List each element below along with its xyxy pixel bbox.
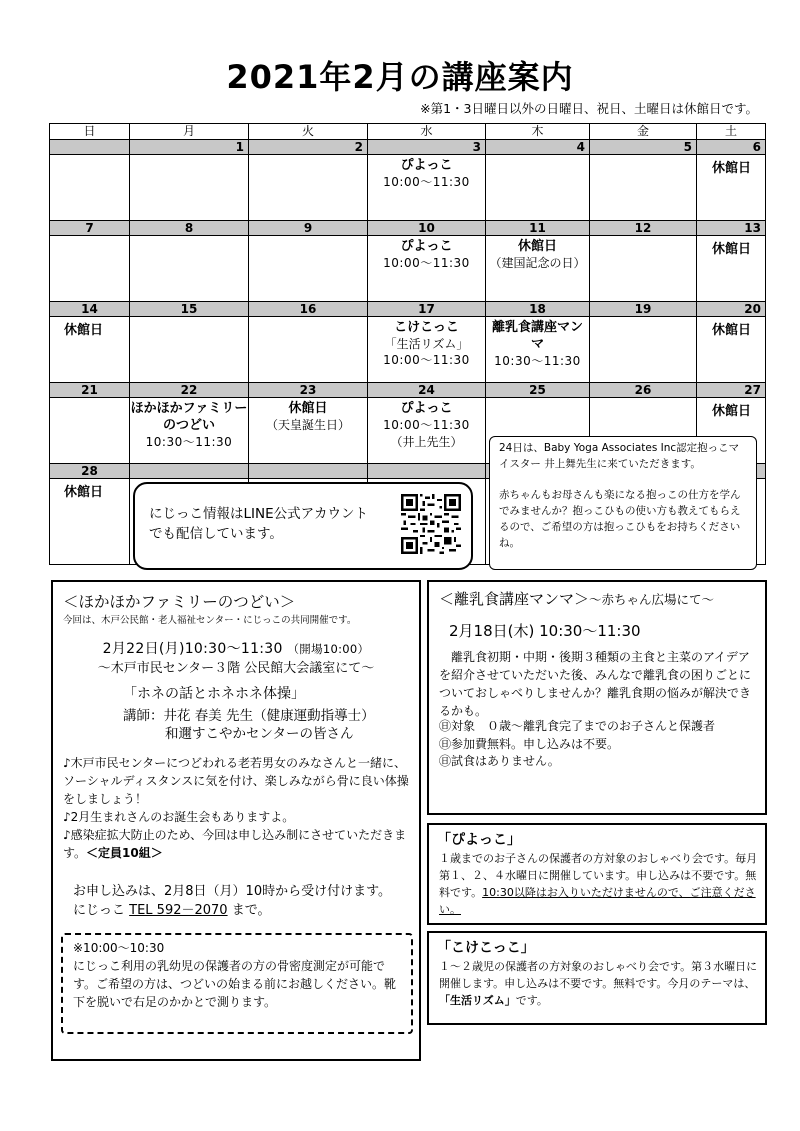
manma-heading xyxy=(439,588,714,609)
kokekokko-heading: 「こけこっこ」 xyxy=(437,940,535,956)
closed-label: 休館日 xyxy=(288,401,328,416)
date-cell: 8 xyxy=(130,221,249,236)
date-cell: 15 xyxy=(130,302,249,317)
event-title xyxy=(130,400,248,434)
event-time: 10:00～11:30 xyxy=(383,256,470,270)
hokahoka-teachers xyxy=(123,707,375,743)
closed-label: 休館日 xyxy=(517,239,557,254)
day-cell xyxy=(130,155,249,221)
hokahoka-desc-3 xyxy=(63,826,413,862)
callout-paragraph-2: 赤ちゃんもお母さんも楽になる抱っこの仕方を学んでみませんか？抱っこひもの使い方も教えてもらえるので、ご希望の方は抱っこひもをお持ちくださいね。 xyxy=(499,489,741,549)
manma-panel xyxy=(427,580,767,815)
closed-label: 休館日 xyxy=(711,404,751,419)
date-cell xyxy=(50,140,130,155)
date-cell: 13 xyxy=(697,221,766,236)
bone-density-note xyxy=(61,933,413,1034)
manma-items xyxy=(439,718,755,771)
callout-paragraph-1: 24日は、Baby Yoga Associates Inc認定抱っこマイスター 井上舞先生に来ていただきます。 xyxy=(499,442,740,470)
event-time: 10:00～11:30 xyxy=(383,353,470,367)
week-3-dates xyxy=(50,302,766,317)
kokekokko-body xyxy=(439,958,759,1009)
hokahoka-datetime-main: 2月22日(月)10:30～11:30 xyxy=(102,641,283,657)
date-cell: 9 xyxy=(249,221,368,236)
date-cell: 14 xyxy=(50,302,130,317)
manma-item-3-text: 試食はありません。 xyxy=(451,754,560,768)
date-cell: 5 xyxy=(590,140,697,155)
bone-density-desc: にじっこ利用の乳幼児の保護者の方の骨密度測定が可能です。ご希望の方は、つどいの始まる前にお越しください。靴下を脱いで右足のかかとで測ります。 xyxy=(73,959,397,1009)
event-title: こけこっこ xyxy=(394,320,459,335)
manma-item-1 xyxy=(439,718,755,736)
bone-density-note-text xyxy=(73,939,403,1011)
kokekokko-body-main: １～２歳児の保護者の方対象のおしゃべり会です。第３水曜日に開催します。申し込みは不要です。無料です。今月のテーマは、 xyxy=(439,960,758,990)
date-cell: 7 xyxy=(50,221,130,236)
manma-item-3-icon: ㊐ xyxy=(439,754,452,768)
day-cell xyxy=(249,155,368,221)
weekday-sat: 土 xyxy=(697,124,766,140)
date-cell: 21 xyxy=(50,383,130,398)
hokahoka-panel xyxy=(51,580,421,1061)
date-cell: 1 xyxy=(130,140,249,155)
manma-heading-sub: ～赤ちゃん広場にて～ xyxy=(589,592,715,607)
line-announcement-text xyxy=(149,504,368,544)
manma-item-3 xyxy=(439,753,755,771)
date-cell: 4 xyxy=(486,140,590,155)
day-cell xyxy=(50,317,130,383)
bone-density-time: ※10:00～10:30 xyxy=(73,941,165,955)
date-cell xyxy=(249,464,368,479)
event-title-line1: ほかほかファミリー xyxy=(130,401,248,416)
event-title: 離乳食講座マンマ xyxy=(491,320,583,352)
manma-body: 離乳食初期・中期・後期３種類の主食と主菜のアイデアを紹介させていただいた後、みんなで離乳食の困りごとについておしゃべりしませんか？離乳食期の悩みが解決できるかも。 xyxy=(439,650,752,718)
weekday-tue: 火 xyxy=(249,124,368,140)
day-cell xyxy=(486,317,590,383)
date-cell: 10 xyxy=(368,221,486,236)
day-cell xyxy=(697,236,766,302)
hokahoka-venue: ～木戸市民センター３階 公民館大会議室にて～ xyxy=(97,661,375,676)
event-title: ぴよっこ xyxy=(400,239,453,254)
event-time: 10:00～11:30 xyxy=(383,418,470,432)
date-cell: 22 xyxy=(130,383,249,398)
piyokko-body-warning: 10:30以降はお入りいただけませんので、ご注意ください。 xyxy=(439,886,756,916)
hokahoka-apply xyxy=(73,882,413,920)
day-cell xyxy=(50,236,130,302)
day-cell xyxy=(368,236,486,302)
date-cell: 6 xyxy=(697,140,766,155)
day-cell xyxy=(130,317,249,383)
hokahoka-apply-end: まで。 xyxy=(227,903,271,918)
manma-item-2-icon: ㊐ xyxy=(439,736,452,751)
date-cell: 18 xyxy=(486,302,590,317)
date-cell: 26 xyxy=(590,383,697,398)
date-cell: 19 xyxy=(590,302,697,317)
date-cell: 24 xyxy=(368,383,486,398)
event-title: ぴよっこ xyxy=(400,401,453,416)
day-cell xyxy=(697,317,766,383)
kokekokko-theme: 「生活リズム」 xyxy=(439,994,516,1007)
day-cell xyxy=(130,398,249,464)
day-cell xyxy=(590,317,697,383)
event-title: ぴよっこ xyxy=(400,158,453,173)
day-cell xyxy=(486,236,590,302)
date-cell: 25 xyxy=(486,383,590,398)
date-cell: 3 xyxy=(368,140,486,155)
hokahoka-desc-3a: ♪感染症拡大防止のため、今回は申し込み制にさせていただきます。 xyxy=(63,828,407,860)
event-theme: 「生活リズム」 xyxy=(384,337,469,351)
weekday-sun: 日 xyxy=(50,124,130,140)
closed-label: 休館日 xyxy=(711,242,751,257)
date-cell: 2 xyxy=(249,140,368,155)
weekday-fri: 金 xyxy=(590,124,697,140)
date-cell: 11 xyxy=(486,221,590,236)
date-cell: 28 xyxy=(50,464,130,479)
date-cell: 16 xyxy=(249,302,368,317)
hokahoka-open-time: （開場10:00） xyxy=(287,642,370,656)
week-4-dates xyxy=(50,383,766,398)
hokahoka-apply-org: にじっこ xyxy=(73,903,126,918)
closed-label: 休館日 xyxy=(711,161,751,176)
piyokko-body-main: １歳までのお子さんの保護者の方対象のおしゃべり会です。毎月第１、２、４水曜日に開催しています。申し込みは不要です。無料です。 xyxy=(439,852,758,899)
holiday-name: （建国記念の日） xyxy=(489,256,586,270)
line-announcement xyxy=(133,482,473,570)
piyokko-body xyxy=(439,850,759,918)
hokahoka-datetime xyxy=(53,638,419,658)
weekday-wed: 水 xyxy=(368,124,486,140)
day-cell xyxy=(590,155,697,221)
closed-days-note: ※第1・3日曜日以外の日曜日、祝日、土曜日は休館日です。 xyxy=(420,101,758,116)
day-cell xyxy=(590,236,697,302)
manma-item-2-text: 参加費無料。申し込みは不要。 xyxy=(451,736,620,751)
hokahoka-teacher-2: 和邇すこやかセンターの皆さん xyxy=(165,726,354,742)
weekday-thu: 木 xyxy=(486,124,590,140)
day-cell xyxy=(368,155,486,221)
day-cell xyxy=(50,398,130,464)
page-title: 2021年2月の講座案内 xyxy=(226,58,574,96)
hokahoka-lecture-title: 「ホネの話とホネホネ体操」 xyxy=(123,686,305,702)
day-cell xyxy=(697,155,766,221)
closed-label: 休館日 xyxy=(64,323,104,338)
date-cell xyxy=(368,464,486,479)
day-cell xyxy=(249,317,368,383)
hokahoka-teacher-1: 講師：井花 春美 先生（健康運動指導士） xyxy=(123,708,375,724)
hokahoka-apply-1: お申し込みは、2月8日（月）10時から受け付けます。 xyxy=(73,884,392,899)
day-cell xyxy=(50,479,130,565)
hokahoka-desc-1: ♪木戸市民センターにつどわれる老若男女のみなさんと一緒に、ソーシャルディスタンスに気を付け、楽しみながら骨に良い体操をしましょう！ xyxy=(63,756,409,806)
hokahoka-heading: ＜ほかほかファミリーのつどい＞ xyxy=(63,593,296,611)
date-cell: 27 xyxy=(697,383,766,398)
kokekokko-body-end: です。 xyxy=(515,994,548,1007)
week-2-events xyxy=(50,236,766,302)
weekday-mon: 月 xyxy=(130,124,249,140)
event-time: 10:30～11:30 xyxy=(494,354,581,368)
manma-item-1-text: 対象 ０歳～離乳食完了までのお子さんと保護者 xyxy=(451,719,716,733)
manma-item-1-icon: ㊐ xyxy=(439,719,452,733)
hokahoka-capacity: ＜定員10組＞ xyxy=(86,846,163,860)
date-cell: 17 xyxy=(368,302,486,317)
date-cell: 23 xyxy=(249,383,368,398)
hokahoka-desc-2: ♪2月生まれさんのお誕生会もありますよ。 xyxy=(63,810,295,824)
manma-heading-main: ＜離乳食講座マンマ＞ xyxy=(439,590,590,608)
event-time: 10:00～11:30 xyxy=(383,175,470,189)
day-cell xyxy=(130,236,249,302)
line-announcement-line2: でも配信しています。 xyxy=(149,526,283,542)
kokekokko-panel xyxy=(427,931,767,1025)
day-cell xyxy=(50,155,130,221)
event-teacher: （井上先生） xyxy=(390,435,463,449)
day-cell xyxy=(368,398,486,464)
closed-label: 休館日 xyxy=(711,323,751,338)
yoga-callout xyxy=(489,436,757,570)
manma-datetime: 2月18日(木) 10:30～11:30 xyxy=(449,622,641,640)
manma-item-2 xyxy=(439,736,755,754)
week-3-events xyxy=(50,317,766,383)
hokahoka-description xyxy=(63,754,413,862)
hokahoka-subheading: 今回は、木戸公民館・老人福祉センター・にじっこの共同開催です。 xyxy=(63,615,357,626)
piyokko-heading: 「ぴよっこ」 xyxy=(437,832,521,848)
date-cell: 12 xyxy=(590,221,697,236)
day-cell xyxy=(368,317,486,383)
date-cell xyxy=(130,464,249,479)
week-2-dates xyxy=(50,221,766,236)
line-announcement-line1: にじっこ情報はLINE公式アカウント xyxy=(149,506,368,522)
weekday-header-row xyxy=(50,124,766,140)
week-1-dates xyxy=(50,140,766,155)
event-title-line2: のつどい xyxy=(162,418,215,433)
hokahoka-phone-link[interactable]: TEL 592－2070 xyxy=(129,903,228,918)
closed-label: 休館日 xyxy=(64,485,104,500)
holiday-name: （天皇誕生日） xyxy=(265,418,350,432)
day-cell xyxy=(249,236,368,302)
date-cell: 20 xyxy=(697,302,766,317)
day-cell xyxy=(486,155,590,221)
event-time: 10:30～11:30 xyxy=(145,435,233,449)
week-1-events xyxy=(50,155,766,221)
qr-code-icon[interactable] xyxy=(401,494,461,554)
piyokko-panel xyxy=(427,823,767,925)
day-cell xyxy=(249,398,368,464)
